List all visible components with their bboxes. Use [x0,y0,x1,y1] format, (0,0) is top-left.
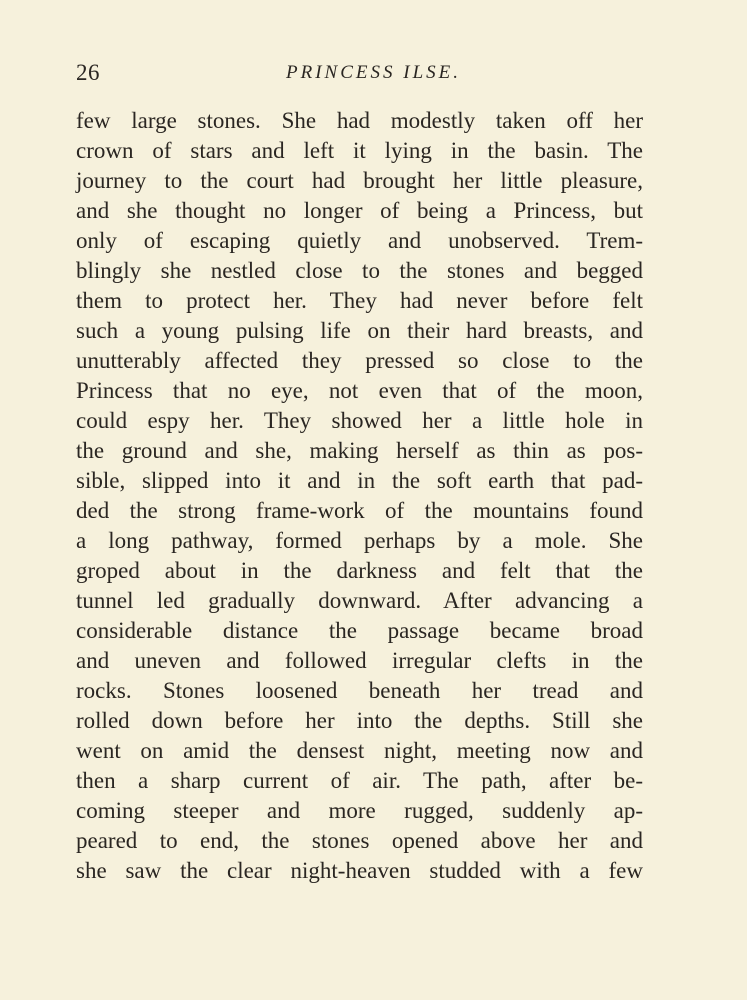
text-line: crown of stars and left it lying in the basin. The [76,138,643,163]
text-line: a long pathway, formed perhaps by a mole. She [76,528,643,553]
text-line: groped about in the darkness and felt that the [76,558,643,583]
text-line: coming steeper and more rugged, suddenly ap- [76,798,643,823]
text-line: blingly she nestled close to the stones and begged [76,258,643,283]
text-line: only of escaping quietly and unobserved. Trem- [76,228,643,253]
text-line: Princess that no eye, not even that of the moon, [76,378,643,403]
text-line: rolled down before her into the depths. Still she [76,708,643,733]
text-line: them to protect her. They had never before felt [76,288,643,313]
text-line: went on amid the densest night, meeting now and [76,738,643,763]
text-line: few large stones. She had modestly taken off her [76,108,643,133]
body-text [76,106,643,886]
text-line: tunnel led gradually downward. After advancing a [76,588,643,613]
text-line: journey to the court had brought her little pleasure, [76,168,643,193]
text-line: unutterably affected they pressed so close to the [76,348,643,373]
text-line: the ground and she, making herself as thin as pos- [76,438,643,463]
text-line: rocks. Stones loosened beneath her tread and [76,678,643,703]
text-line: such a young pulsing life on their hard breasts, and [76,318,643,343]
text-line: considerable distance the passage became broad [76,618,643,643]
text-line: peared to end, the stones opened above her and [76,828,643,853]
running-head: PRINCESS ILSE. [286,62,461,83]
text-line: then a sharp current of air. The path, after be- [76,768,643,793]
text-line: sible, slipped into it and in the soft earth that pad- [76,468,643,493]
text-line: could espy her. They showed her a little hole in [76,408,643,433]
text-line: ded the strong frame-work of the mountains found [76,498,643,523]
text-line: and uneven and followed irregular clefts in the [76,648,643,673]
text-line: she saw the clear night-heaven studded with a few [76,858,643,883]
page-number: 26 [76,60,100,85]
text-line: and she thought no longer of being a Princess, but [76,198,643,223]
